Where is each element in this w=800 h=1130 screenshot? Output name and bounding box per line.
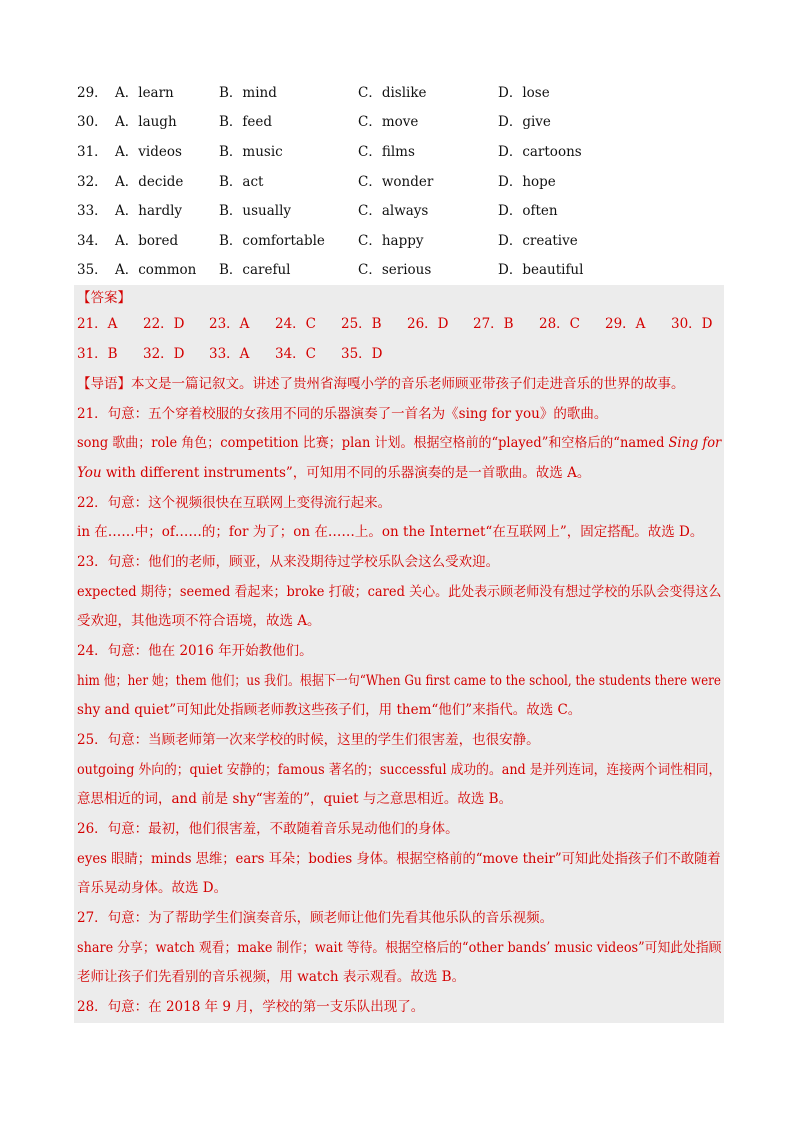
q27-explanation-cont: 老师让孩子们先看别的音乐视频，用 watch 表示观看。故选 B。: [77, 969, 466, 985]
option-d: D．cartoons: [498, 143, 582, 160]
q21-meaning: 21．句意：五个穿着校服的女孩用不同的乐器演奏了一首名为《sing for you》的歌曲。: [77, 406, 608, 422]
answer-key-item: 34．C: [275, 346, 317, 362]
answer-key-item: 32．D: [143, 346, 185, 362]
question-number: 35．: [77, 262, 108, 279]
answer-key-item: 30．D: [671, 316, 713, 332]
option-b: B．mind: [219, 84, 277, 101]
q24-explanation: him 他；her 她；them 他们；us 我们。根据下一句“When Gu first came to the school, the students there were: [77, 673, 721, 689]
question-row: [77, 106, 737, 136]
question-row: [77, 224, 737, 254]
q26-explanation-cont: 音乐晃动身体。故选 D。: [77, 880, 228, 896]
q24-meaning: 24．句意：他在 2016 年开始教他们。: [77, 643, 313, 659]
option-a: A．hardly: [115, 203, 183, 220]
answer-key-item: 33．A: [209, 346, 250, 362]
answer-key-row-2: [77, 345, 383, 363]
question-row: [77, 254, 737, 284]
q24-explanation-cont: shy and quiet”可知此处指顾老师教这些孩子们，用 them“他们”来指代。故选 C。: [77, 702, 582, 718]
answer-key-item: 31．B: [77, 346, 118, 362]
q25-explanation: outgoing 外向的；quiet 安静的；famous 著名的；successful 成功的。and 是并列连词，连接两个词性相同，: [77, 762, 722, 778]
question-number: 29．: [77, 84, 108, 101]
question-number: 33．: [77, 203, 108, 220]
q25-meaning: 25．句意：当顾老师第一次来学校的时候，这里的学生们很害羞，也很安静。: [77, 732, 540, 748]
question-number: 31．: [77, 143, 108, 160]
option-a: A．learn: [115, 84, 174, 101]
answer-key-item: 26．D: [407, 316, 449, 332]
option-c: C．move: [358, 114, 419, 131]
answer-key-item: 23．A: [209, 316, 250, 332]
option-d: D．lose: [498, 84, 550, 101]
q23-meaning: 23．句意：他们的老师，顾亚，从来没期待过学校乐队会这么受欢迎。: [77, 554, 500, 570]
answer-key-item: 28．C: [539, 316, 581, 332]
option-b: B．usually: [219, 203, 292, 220]
option-a: A．common: [115, 262, 197, 279]
q27-meaning: 27．句意：为了帮助学生们演奏音乐，顾老师让他们先看其他乐队的音乐视频。: [77, 910, 554, 926]
option-d: D．beautiful: [498, 262, 584, 279]
question-row: [77, 194, 737, 224]
question-number: 32．: [77, 173, 108, 190]
answer-key-row-1: [77, 315, 713, 333]
answer-key-item: 29．A: [605, 316, 646, 332]
q21-song-title-cont: You: [77, 465, 102, 481]
question-row: [77, 76, 737, 106]
option-a: A．laugh: [115, 114, 177, 131]
option-d: D．creative: [498, 232, 578, 249]
answer-key-item: 35．D: [341, 346, 383, 362]
q21-song-title: Sing for: [668, 435, 722, 451]
option-b: B．feed: [219, 114, 273, 131]
answer-key-item: 25．B: [341, 316, 382, 332]
option-a: A．bored: [115, 232, 179, 249]
question-number: 34．: [77, 232, 108, 249]
q23-explanation: expected 期待；seemed 看起来；broke 打破；cared 关心。此处表示顾老师没有想过学校的乐队会变得这么: [77, 584, 722, 600]
answer-heading: 【答案】: [77, 290, 131, 306]
q22-meaning: 22．句意：这个视频很快在互联网上变得流行起来。: [77, 495, 392, 511]
q21-explanation-cont-text: with different instruments”，可知用不同的乐器演奏的是一首歌曲。故选 A。: [101, 465, 591, 481]
question-number: 30．: [77, 114, 108, 131]
q27-explanation: share 分享；watch 观看；make 制作；wait 等待。根据空格后的“other bands’ music videos”可知此处指顾: [77, 940, 722, 956]
answer-key-item: 27．B: [473, 316, 514, 332]
option-c: C．films: [358, 143, 415, 160]
option-c: C．always: [358, 203, 429, 220]
option-c: C．happy: [358, 232, 424, 249]
option-b: B．careful: [219, 262, 291, 279]
question-row: [77, 135, 737, 165]
option-b: B．act: [219, 173, 264, 190]
q21-explanation-cont: [77, 464, 590, 482]
option-c: C．dislike: [358, 84, 427, 101]
q21-explanation-text: song 歌曲；role 角色；competition 比赛；plan 计划。根据空格前的“played”和空格后的“named: [77, 435, 669, 451]
q25-explanation-cont: 意思相近的词，and 前是 shy“害羞的”，quiet 与之意思相近。故选 B。: [77, 791, 513, 807]
answer-key-item: 21．A: [77, 316, 118, 332]
option-d: D．often: [498, 203, 558, 220]
answer-key-item: 24．C: [275, 316, 317, 332]
answer-explanation-box: [74, 285, 724, 1023]
question-row: [77, 165, 737, 195]
option-c: C．serious: [358, 262, 432, 279]
option-d: D．hope: [498, 173, 556, 190]
option-b: B．comfortable: [219, 232, 325, 249]
question-options-list: [77, 76, 737, 283]
option-a: A．videos: [115, 143, 182, 160]
q23-explanation-cont: 受欢迎，其他选项不符合语境，故选 A。: [77, 613, 321, 629]
option-d: D．give: [498, 114, 551, 131]
option-c: C．wonder: [358, 173, 434, 190]
intro-guide: 【导语】本文是一篇记叙文。讲述了贵州省海嘎小学的音乐老师顾亚带孩子们走进音乐的世界的故事。: [77, 376, 685, 392]
q26-meaning: 26．句意：最初，他们很害羞，不敢随着音乐晃动他们的身体。: [77, 821, 459, 837]
option-b: B．music: [219, 143, 283, 160]
q28-meaning: 28．句意：在 2018 年 9 月，学校的第一支乐队出现了。: [77, 999, 425, 1015]
answer-key-item: 22．D: [143, 316, 185, 332]
q26-explanation: eyes 眼睛；minds 思维；ears 耳朵；bodies 身体。根据空格前的“move their”可知此处指孩子们不敢随着: [77, 851, 721, 867]
q22-explanation: in 在……中；of……的；for 为了；on 在……上。on the Internet“在互联网上”，固定搭配。故选 D。: [77, 524, 704, 540]
option-a: A．decide: [115, 173, 184, 190]
q21-explanation: [77, 434, 721, 452]
